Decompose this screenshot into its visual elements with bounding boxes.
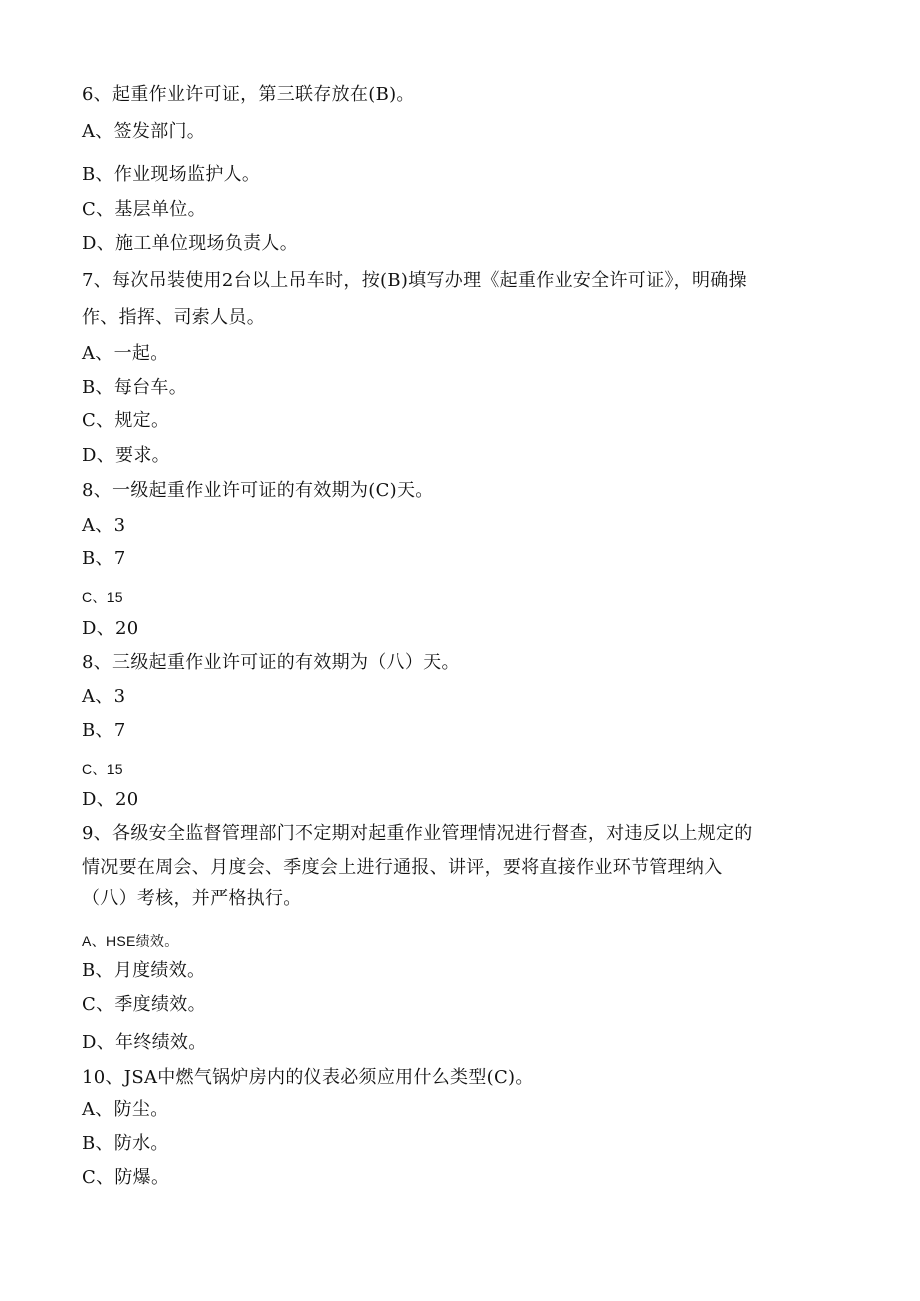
option-a: A、签发部门。 [82,121,206,142]
option-a: A、HSE绩效。 [82,933,179,949]
option-c: C、15 [82,589,123,605]
option-b: B、每台车。 [82,377,188,398]
question-8a: 8、一级起重作业许可证的有效期为(C)天。 [82,480,434,501]
option-c: C、基层单位。 [82,199,206,220]
option-d: D、施工单位现场负责人。 [82,233,299,254]
question-9-cont: （八）考核，并严格执行。 [82,888,302,909]
option-a: A、防尘。 [82,1099,169,1120]
option-b: B、7 [82,548,126,569]
option-b: B、作业现场监护人。 [82,164,261,185]
option-c: C、季度绩效。 [82,994,206,1015]
question-6: 6、起重作业许可证，第三联存放在(B)。 [82,84,415,105]
option-b: B、7 [82,720,126,741]
question-9: 9、各级安全监督管理部门不定期对起重作业管理情况进行督查，对违反以上规定的 [82,823,753,844]
option-d: D、20 [82,789,139,810]
option-c: C、规定。 [82,410,170,431]
question-9-cont: 情况要在周会、月度会、季度会上进行通报、讲评，要将直接作业环节管理纳入 [82,857,723,878]
option-d: D、20 [82,618,139,639]
option-d: D、要求。 [82,445,170,466]
option-b: B、防水。 [82,1133,169,1154]
option-a: A、3 [82,686,126,707]
option-c: C、15 [82,761,123,777]
option-a: A、一起。 [82,343,169,364]
question-10: 10、JSA中燃气锅炉房内的仪表必须应用什么类型(C)。 [82,1067,534,1088]
option-c: C、防爆。 [82,1167,170,1188]
option-a: A、3 [82,515,126,536]
option-d: D、年终绩效。 [82,1032,207,1053]
option-b: B、月度绩效。 [82,960,206,981]
question-7: 7、每次吊装使用2台以上吊车时，按(B)填写办理《起重作业安全许可证》，明确操 [82,270,747,291]
question-8b: 8、三级起重作业许可证的有效期为（八）天。 [82,652,460,673]
question-7-cont: 作、指挥、司索人员。 [82,307,265,328]
